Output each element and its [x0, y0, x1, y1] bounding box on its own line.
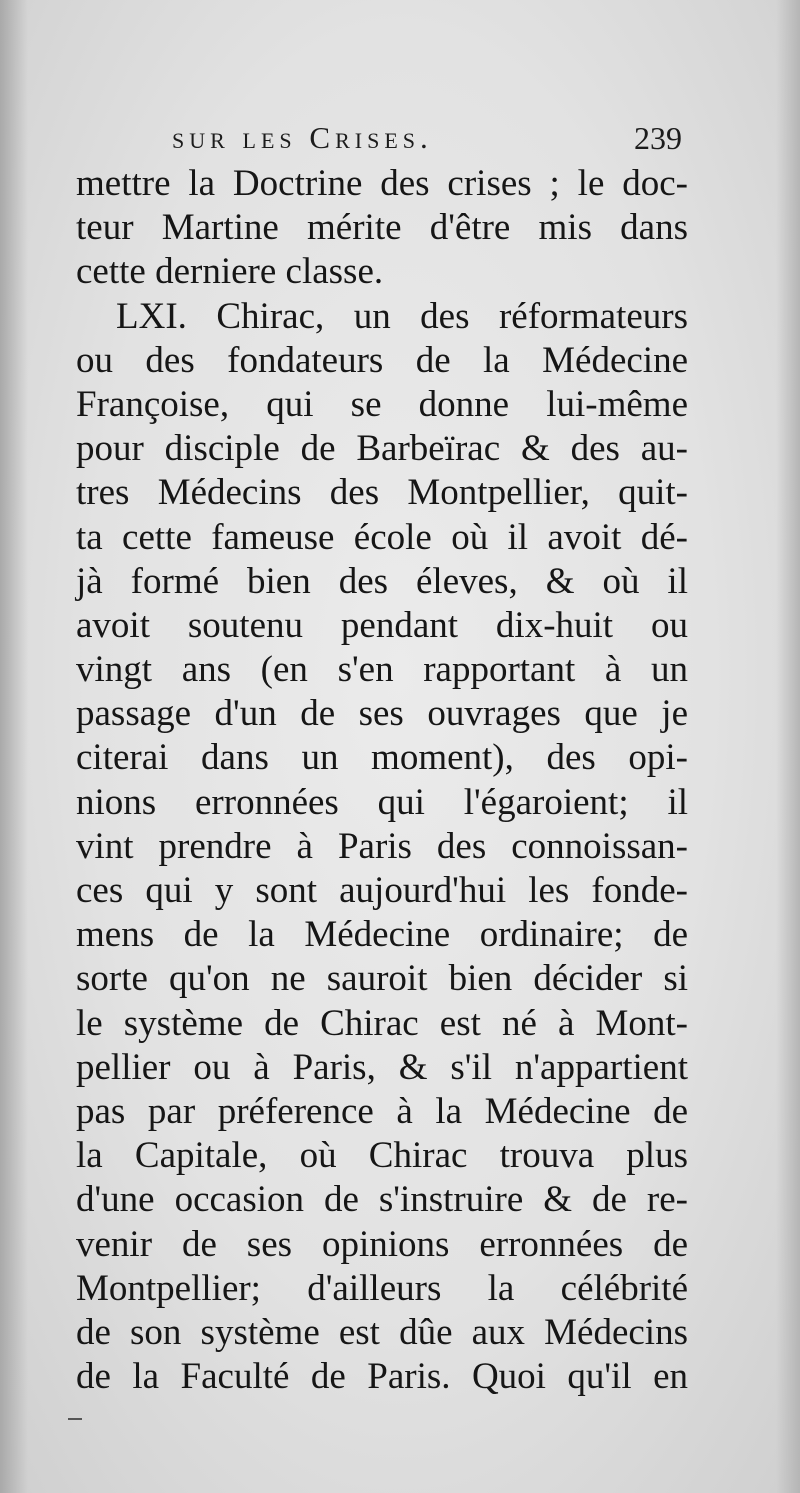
- text-line: d'une occasion de s'instruire & de re-: [76, 1179, 688, 1221]
- text-line: nions erronnées qui l'égaroient; il: [76, 781, 688, 823]
- gutter-shadow: [0, 0, 28, 1493]
- running-head: [150, 118, 690, 162]
- text-line: le système de Chirac est né à Mont-: [76, 1002, 688, 1044]
- text-line: la Capitale, où Chirac trouva plus: [76, 1135, 688, 1177]
- running-title: sur les Crises.: [172, 120, 433, 155]
- text-line: avoit soutenu pendant dix-huit ou: [76, 604, 688, 646]
- page-number: 239: [634, 120, 682, 156]
- text-line: ta cette fameuse école où il avoit dé-: [76, 516, 688, 558]
- text-line: pas par préference à la Médecine de: [76, 1090, 688, 1132]
- text-line: mettre la Doctrine des crises ; le doc-: [76, 163, 688, 204]
- text-line: Françoise, qui se donne lui-même: [76, 383, 688, 425]
- text-line: teur Martine mérite d'être mis dans: [76, 207, 688, 249]
- edge-shadow: [776, 0, 800, 1493]
- text-line: mens de la Médecine ordinaire; de: [76, 914, 688, 956]
- text-line: venir de ses opinions erronnées de: [76, 1223, 688, 1265]
- paragraph-start-line: LXI. Chirac, un des réformateurs: [116, 295, 688, 337]
- text-line: de son système est dûe aux Médecins: [76, 1311, 688, 1353]
- text-line: vingt ans (en s'en rapportant à un: [76, 649, 688, 691]
- text-line: sorte qu'on ne sauroit bien décider si: [76, 958, 688, 1000]
- text-line: de la Faculté de Paris. Quoi qu'il en: [76, 1356, 688, 1398]
- text-line: pellier ou à Paris, & s'il n'appartient: [76, 1046, 688, 1088]
- text-line: citerai dans un moment), des opi-: [76, 737, 688, 779]
- text-line: ou des fondateurs de la Médecine: [76, 339, 688, 381]
- stray-ink-mark: [68, 1418, 82, 1420]
- text-line: pour disciple de Barbeïrac & des au-: [76, 428, 688, 470]
- body-text: [76, 162, 688, 1399]
- text-line: cette derniere classe.: [76, 251, 384, 293]
- text-line: ces qui y sont aujourd'hui les fonde-: [76, 870, 688, 911]
- text-line: vint prendre à Paris des connoissan-: [76, 825, 688, 867]
- text-line: tres Médecins des Montpellier, quit-: [76, 472, 688, 514]
- text-line: jà formé bien des éleves, & où il: [76, 560, 688, 602]
- text-line: passage d'un de ses ouvrages que je: [76, 693, 688, 735]
- text-line: Montpellier; d'ailleurs la célébrité: [76, 1267, 688, 1309]
